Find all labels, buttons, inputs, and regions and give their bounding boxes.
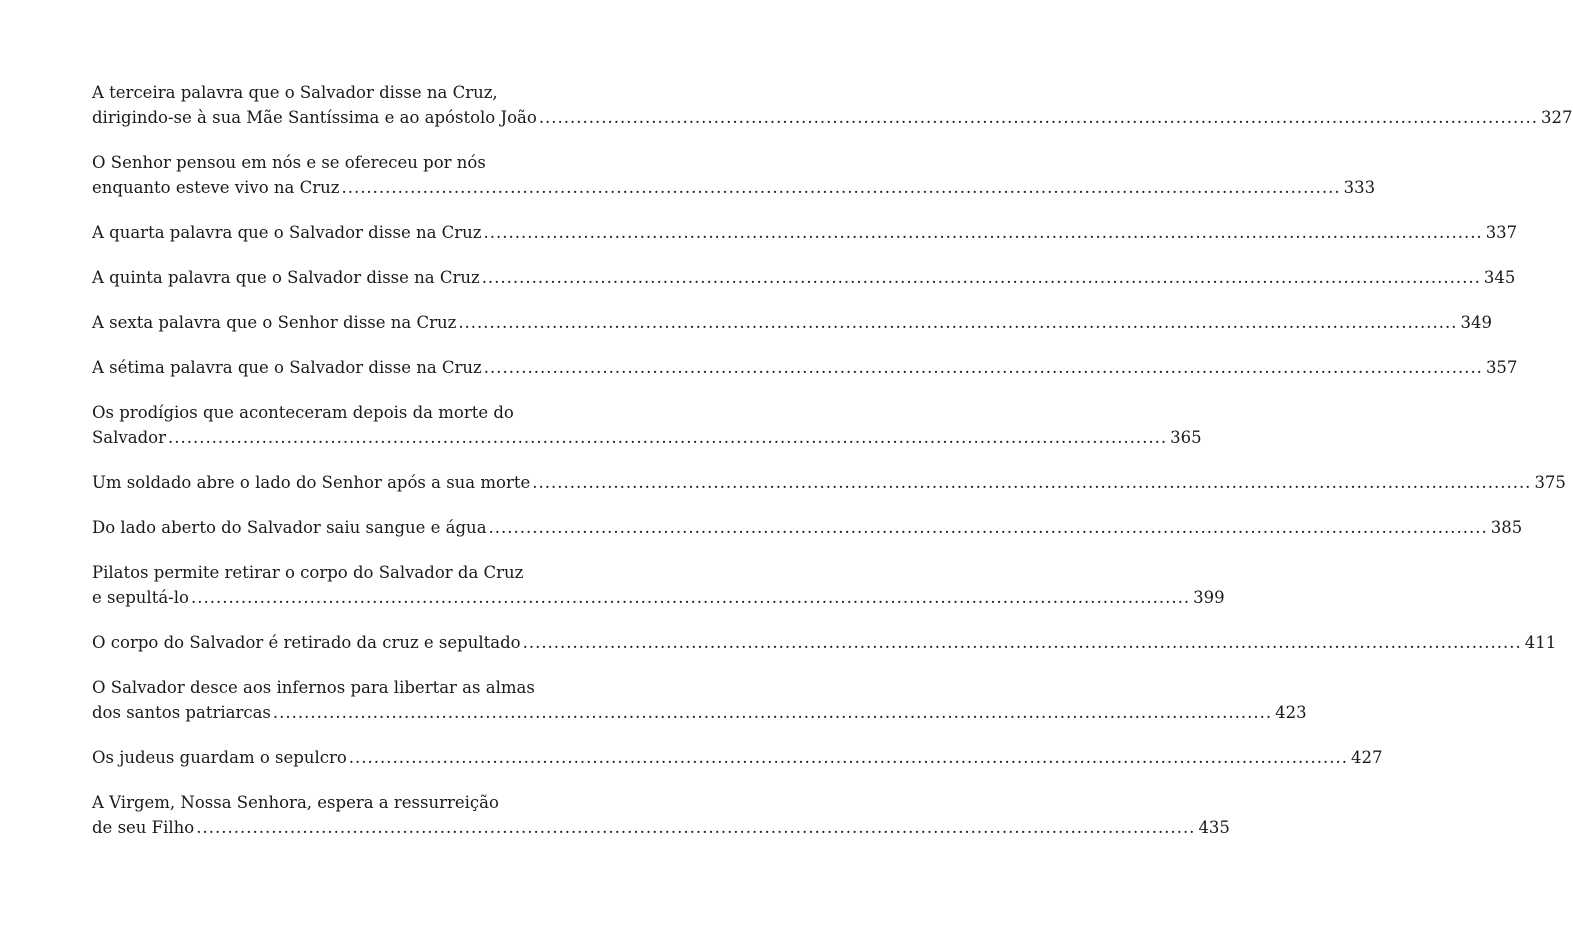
toc-entry-title: Os prodígios que aconteceram depois da morte do — [92, 403, 514, 422]
toc-entry-title: dos santos patriarcas — [92, 703, 271, 722]
toc-entry — [92, 310, 1492, 335]
toc-entry-title: Um soldado abre o lado do Senhor após a sua morte — [92, 473, 531, 492]
dot-leader — [196, 815, 1195, 840]
toc-entry — [92, 150, 1376, 200]
dot-leader — [482, 265, 1481, 290]
toc-entry-title: Pilatos permite retirar o corpo do Salvador da Cruz — [92, 563, 524, 582]
toc-entry-line — [92, 80, 546, 105]
table-of-contents — [92, 80, 1573, 860]
toc-entry-line — [92, 150, 546, 175]
toc-entry-title: O Senhor pensou em nós e se ofereceu por nós — [92, 153, 486, 172]
toc-entry-title: e sepultá-lo — [92, 588, 189, 607]
toc-entry-line — [92, 355, 1518, 380]
toc-entry — [92, 515, 1523, 540]
toc-entry-page-number: 411 — [1524, 633, 1557, 652]
toc-entry-title: enquanto esteve vivo na Cruz — [92, 178, 340, 197]
toc-entry-title: A terceira palavra que o Salvador disse na Cruz, — [92, 83, 498, 102]
toc-entry — [92, 400, 1202, 450]
toc-entry-line — [92, 700, 1307, 725]
toc-entry — [92, 560, 1225, 610]
toc-entry — [92, 675, 1307, 725]
toc-entry — [92, 80, 1573, 130]
dot-leader — [349, 745, 1348, 770]
toc-entry-title: A sétima palavra que o Salvador disse na Cruz — [92, 358, 482, 377]
toc-entry — [92, 265, 1516, 290]
toc-entry-title: Salvador — [92, 428, 166, 447]
toc-entry — [92, 470, 1566, 495]
toc-entry-page-number: 327 — [1541, 108, 1573, 127]
toc-entry — [92, 355, 1518, 380]
toc-entry-title: A quarta palavra que o Salvador disse na Cruz — [92, 223, 482, 242]
dot-leader — [341, 175, 1340, 200]
toc-entry-line — [92, 790, 546, 815]
toc-entry — [92, 745, 1383, 770]
toc-entry-line — [92, 560, 546, 585]
dot-leader — [539, 105, 1538, 130]
toc-entry-page-number: 399 — [1193, 588, 1225, 607]
toc-entry-title: O corpo do Salvador é retirado da cruz e sepultado — [92, 633, 521, 652]
toc-entry-title: O Salvador desce aos infernos para libertar as almas — [92, 678, 535, 697]
toc-entry-line — [92, 470, 1566, 495]
toc-entry-title: A quinta palavra que o Salvador disse na Cruz — [92, 268, 480, 287]
dot-leader — [489, 515, 1488, 540]
toc-entry-page-number: 427 — [1350, 748, 1383, 767]
toc-entry-page-number: 365 — [1170, 428, 1202, 447]
toc-entry — [92, 630, 1557, 655]
toc-entry-page-number: 357 — [1485, 358, 1518, 377]
dot-leader — [458, 310, 1457, 335]
toc-entry-page-number: 385 — [1490, 518, 1523, 537]
toc-entry — [92, 790, 1230, 840]
toc-entry-page-number: 349 — [1460, 313, 1492, 332]
toc-entry-line — [92, 745, 1383, 770]
toc-entry-line — [92, 400, 546, 425]
toc-entry-line — [92, 265, 1516, 290]
dot-leader — [168, 425, 1167, 450]
toc-entry-title: Do lado aberto do Salvador saiu sangue e água — [92, 518, 487, 537]
toc-entry-title: A sexta palavra que o Senhor disse na Cruz — [92, 313, 457, 332]
toc-entry-line — [92, 425, 1202, 450]
toc-entry-title: A Virgem, Nossa Senhora, espera a ressurreição — [92, 793, 499, 812]
dot-leader — [484, 355, 1483, 380]
toc-entry-page-number: 375 — [1534, 473, 1566, 492]
toc-entry-page-number: 435 — [1198, 818, 1230, 837]
toc-entry-line — [92, 310, 1492, 335]
toc-entry-page-number: 337 — [1485, 223, 1518, 242]
toc-entry-page-number: 345 — [1483, 268, 1516, 287]
dot-leader — [523, 630, 1522, 655]
toc-entry-line — [92, 675, 546, 700]
toc-entry-title: de seu Filho — [92, 818, 195, 837]
dot-leader — [191, 585, 1190, 610]
toc-entry-title: Os judeus guardam o sepulcro — [92, 748, 347, 767]
toc-entry-page-number: 333 — [1343, 178, 1376, 197]
dot-leader — [532, 470, 1531, 495]
toc-entry-line — [92, 105, 1573, 130]
toc-entry — [92, 220, 1518, 245]
dot-leader — [484, 220, 1483, 245]
toc-entry-page-number: 423 — [1275, 703, 1307, 722]
toc-entry-line — [92, 220, 1518, 245]
toc-entry-line — [92, 585, 1225, 610]
toc-entry-line — [92, 815, 1230, 840]
dot-leader — [273, 700, 1272, 725]
toc-entry-line — [92, 630, 1557, 655]
toc-entry-line — [92, 515, 1523, 540]
toc-entry-title: dirigindo-se à sua Mãe Santíssima e ao apóstolo João — [92, 108, 537, 127]
toc-entry-line — [92, 175, 1376, 200]
